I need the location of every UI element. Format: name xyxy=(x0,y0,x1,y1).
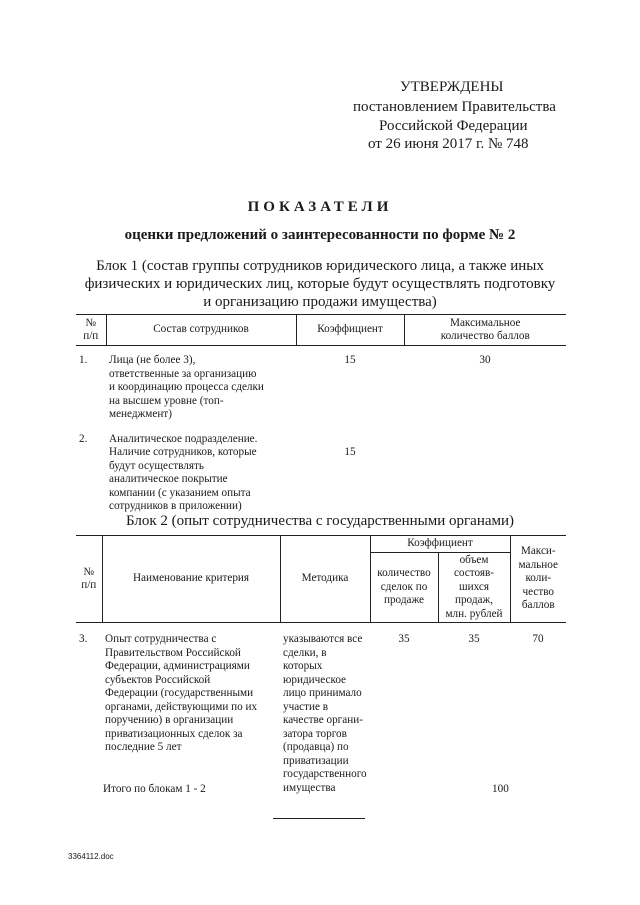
row-coef-volume: 35 xyxy=(468,633,480,645)
text-line: аналитическое покрытие xyxy=(109,473,228,485)
document-subtitle: оценки предложений о заинтересованности по форме № 2 xyxy=(124,227,516,243)
row-num: 3. xyxy=(79,633,88,645)
header-text: Макси- xyxy=(520,545,556,558)
row-coef: 15 xyxy=(344,354,356,366)
header-text: состояв- xyxy=(453,567,495,579)
table-row xyxy=(76,346,566,432)
text-line: участие в xyxy=(283,700,329,713)
text-line: органами, действующими по их xyxy=(105,700,258,713)
col-header-coef: Коэффициент xyxy=(370,536,510,553)
text-line: юридическое xyxy=(283,673,347,686)
text-line: на высшем уровне (топ- xyxy=(109,394,224,407)
header-text: чество xyxy=(522,585,555,598)
text-line: поручению) в организации xyxy=(105,714,234,726)
closing-divider xyxy=(273,818,365,819)
row-num: 1. xyxy=(79,354,88,366)
header-text: продаже xyxy=(383,594,425,606)
block2-heading: Блок 2 (опыт сотрудничества с государственными органами) xyxy=(125,513,515,529)
document-id: 3364112.doc xyxy=(68,852,114,861)
approval-line-3: Российской Федерации xyxy=(379,118,528,134)
text-line: будут осуществлять xyxy=(109,459,204,472)
header-text: шихся xyxy=(459,580,489,593)
table-row xyxy=(76,432,566,515)
text-line: ответственные за организацию xyxy=(109,367,257,380)
block1-table xyxy=(76,314,566,515)
col-header-num xyxy=(76,315,106,346)
table-header-row xyxy=(76,315,566,346)
total-label: Итого по блокам 1 - 2 xyxy=(103,783,206,795)
block1-heading-line: физических и юридических лиц, которые будут осуществлять подготовку xyxy=(84,276,556,292)
text-line: имущества xyxy=(283,781,336,794)
header-text: баллов xyxy=(521,599,555,612)
text-line: сделки, в которых xyxy=(283,646,327,672)
block1-heading-line: и организацию продажи имущества) xyxy=(203,294,437,310)
text-line: качестве органи- xyxy=(283,714,363,726)
row-num: 2. xyxy=(79,432,88,445)
text-line: менеджмент) xyxy=(109,408,172,420)
text-line: приватизации xyxy=(283,754,349,767)
header-text: сделок по xyxy=(380,580,428,593)
header-text: п/п xyxy=(81,579,97,591)
header-text: коли- xyxy=(525,572,552,585)
header-text: мальное xyxy=(518,558,558,571)
document-title: ПОКАЗАТЕЛИ xyxy=(247,199,393,215)
approval-line-4: от 26 июня 2017 г. № 748 xyxy=(368,136,529,152)
row-method xyxy=(280,623,370,797)
col-header-num xyxy=(76,536,102,623)
text-line: государственного xyxy=(283,768,367,780)
header-text: № xyxy=(83,565,95,578)
col-header-coef: Коэффициент xyxy=(296,315,404,346)
row-max: 30 xyxy=(479,354,491,366)
header-text: количество баллов xyxy=(440,330,530,342)
header-text: Максимальное xyxy=(450,316,521,329)
col-header-criterion: Наименование критерия xyxy=(102,536,280,623)
row-coef: 15 xyxy=(344,445,356,458)
block2-table xyxy=(76,535,566,796)
col-header-method: Методика xyxy=(280,536,370,623)
header-text: п/п xyxy=(83,330,99,342)
text-line: Опыт сотрудничества с xyxy=(105,633,217,645)
table-row xyxy=(76,623,566,797)
row-max xyxy=(404,432,566,515)
text-line: Федерации (государственными xyxy=(105,687,254,699)
col-header-deal-count xyxy=(370,552,438,623)
header-text: количество xyxy=(377,567,431,579)
block1-heading xyxy=(60,257,580,311)
text-line: Аналитическое подразделение. xyxy=(109,432,258,445)
row-coef-deals: 35 xyxy=(398,633,410,645)
table-header-row xyxy=(76,536,566,553)
col-header-sales-volume xyxy=(438,552,510,623)
row-text xyxy=(106,432,296,515)
text-line: Правительством Российской xyxy=(105,646,241,659)
text-line: указываются все xyxy=(283,633,363,645)
total-value: 100 xyxy=(492,783,509,795)
text-line: Федерации, администрациями xyxy=(105,660,250,672)
approval-line-1: УТВЕРЖДЕНЫ xyxy=(400,79,504,95)
text-line: затора торгов xyxy=(283,727,347,740)
col-header-staff: Состав сотрудников xyxy=(106,315,296,346)
text-line: компании (с указанием опыта xyxy=(109,486,251,499)
header-text: млн. рублей xyxy=(445,607,503,620)
header-text: № xyxy=(85,316,97,329)
text-line: последние 5 лет xyxy=(105,741,182,753)
block1-heading-line: Блок 1 (состав группы сотрудников юридического лица, а также иных xyxy=(96,258,544,274)
text-line: лицо принимало xyxy=(283,687,362,699)
text-line: (продавца) по xyxy=(283,741,349,753)
row-criterion xyxy=(102,623,280,797)
text-line: и координацию процесса сделки xyxy=(109,381,264,393)
text-line: Лица (не более 3), xyxy=(109,354,196,366)
approval-line-2: постановлением Правительства xyxy=(353,99,556,115)
header-text: объем xyxy=(459,553,489,566)
row-text xyxy=(106,346,296,432)
col-header-max xyxy=(510,536,566,623)
text-line: приватизационных сделок за xyxy=(105,727,243,740)
text-line: Наличие сотрудников, которые xyxy=(109,446,257,458)
text-line: сотрудников в приложении) xyxy=(109,500,242,512)
col-header-max xyxy=(404,315,566,346)
row-max: 70 xyxy=(532,633,544,645)
header-text: продаж, xyxy=(454,594,494,606)
text-line: субъектов Российской xyxy=(105,673,211,686)
